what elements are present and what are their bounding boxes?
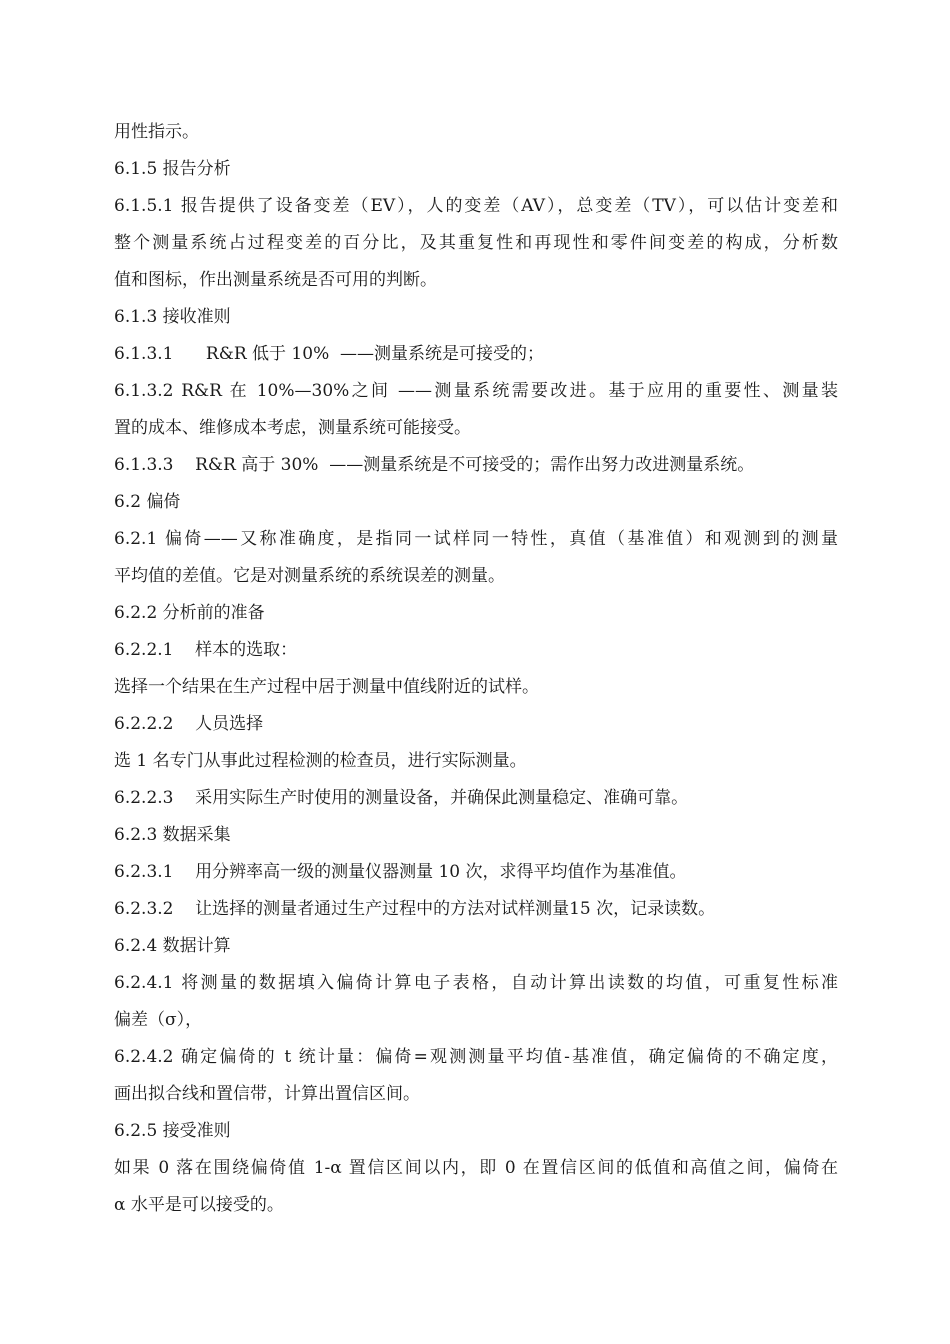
- text-line: 6.1.3.1 R&R 低于 10% ——测量系统是可接受的；: [114, 344, 545, 364]
- text-line: 6.2.2.3 采用实际生产时使用的测量设备，并确保此测量稳定、准确可靠。: [114, 788, 689, 808]
- section-heading: 6.2 偏倚: [114, 492, 181, 512]
- text-line: 画出拟合线和置信带，计算出置信区间。: [114, 1084, 420, 1104]
- text-line: α 水平是可以接受的。: [114, 1195, 284, 1215]
- text-line: 用性指示。: [114, 122, 199, 142]
- text-line: 选择一个结果在生产过程中居于测量中值线附近的试样。: [114, 677, 539, 697]
- text-line: 6.1.3.3 R&R 高于 30% ——测量系统是不可接受的；需作出努力改进测量系统。: [114, 455, 755, 475]
- text-line: 6.2.4.2 确定偏倚的 t 统计量：偏倚=观测测量平均值-基准值，确定偏倚的不确定度，: [114, 1047, 838, 1067]
- text-line: 6.1.3.2 R&R 在 10%—30%之间 ——测量系统需要改进。基于应用的重要性、测量装: [114, 381, 838, 401]
- section-heading: 6.1.3 接收准则: [114, 307, 231, 327]
- text-line: 6.2.3.2 让选择的测量者通过生产过程中的方法对试样测量15 次，记录读数。: [114, 899, 716, 919]
- text-line: 选 1 名专门从事此过程检测的检查员，进行实际测量。: [114, 751, 527, 771]
- section-heading: 6.1.5 报告分析: [114, 159, 231, 179]
- section-heading: 6.2.4 数据计算: [114, 936, 231, 956]
- text-line: 平均值的差值。它是对测量系统的系统误差的测量。: [114, 566, 505, 586]
- document-body: [114, 114, 838, 1224]
- text-line: 如果 0 落在围绕偏倚值 1-α 置信区间以内，即 0 在置信区间的低值和高值之间，偏倚在: [114, 1158, 838, 1178]
- text-line: 整个测量系统占过程变差的百分比，及其重复性和再现性和零件间变差的构成，分析数: [114, 233, 838, 253]
- section-heading: 6.2.3 数据采集: [114, 825, 231, 845]
- text-line: 6.1.5.1 报告提供了设备变差（EV），人的变差（AV），总变差（TV），可以估计变差和: [114, 196, 838, 216]
- text-line: 6.2.4.1 将测量的数据填入偏倚计算电子表格，自动计算出读数的均值，可重复性标准: [114, 973, 838, 993]
- text-line: 6.2.2.1 样本的选取：: [114, 640, 298, 660]
- text-line: 6.2.2.2 人员选择: [114, 714, 264, 734]
- text-line: 值和图标，作出测量系统是否可用的判断。: [114, 270, 437, 290]
- section-heading: 6.2.5 接受准则: [114, 1121, 231, 1141]
- text-line: 偏差（σ），: [114, 1010, 203, 1030]
- text-line: 6.2.1 偏倚——又称准确度，是指同一试样同一特性，真值（基准值）和观测到的测量: [114, 529, 838, 549]
- text-line: 6.2.3.1 用分辨率高一级的测量仪器测量 10 次，求得平均值作为基准值。: [114, 862, 687, 882]
- section-heading: 6.2.2 分析前的准备: [114, 603, 265, 623]
- text-line: 置的成本、维修成本考虑，测量系统可能接受。: [114, 418, 471, 438]
